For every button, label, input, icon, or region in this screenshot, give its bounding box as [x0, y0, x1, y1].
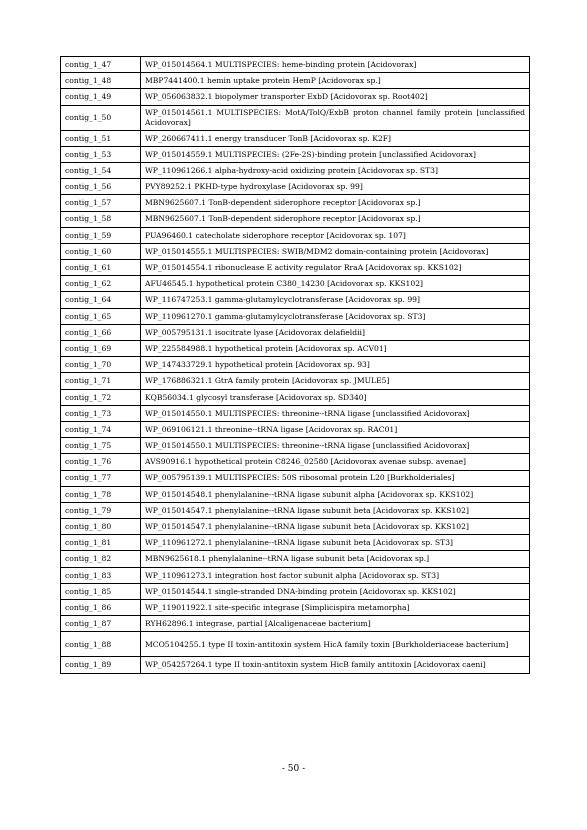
protein-description-cell: KQB56034.1 glycosyl transferase [Acidovorax sp. SD340]: [141, 389, 530, 405]
table-row: [61, 243, 530, 259]
protein-description-cell: WP_110961270.1 gamma-glutamylcyclotransferase [Acidovorax sp. ST3]: [141, 308, 530, 324]
protein-description-cell: WP_015014559.1 MULTISPECIES: (2Fe-2S)-binding protein [unclassified Acidovorax]: [141, 146, 530, 162]
protein-description-cell: WP_015014561.1 MULTISPECIES: MotA/TolQ/ExbB proton channel family protein [unclassified Acidovorax]: [141, 105, 530, 130]
contig-id-cell: contig_1_86: [61, 600, 141, 616]
table-row: [61, 616, 530, 632]
protein-description-cell: AFU46545.1 hypothetical protein C380_14230 [Acidovorax sp. KKS102]: [141, 276, 530, 292]
contig-id-cell: contig_1_54: [61, 162, 141, 178]
protein-description-cell: MBN9625607.1 TonB-dependent siderophore receptor [Acidovorax sp.]: [141, 195, 530, 211]
contig-id-cell: contig_1_65: [61, 308, 141, 324]
contig-id-cell: contig_1_58: [61, 211, 141, 227]
table-row: [61, 260, 530, 276]
contig-id-cell: contig_1_57: [61, 195, 141, 211]
protein-description-cell: WP_110961266.1 alpha-hydroxy-acid oxidizing protein [Acidovorax sp. ST3]: [141, 162, 530, 178]
protein-description-cell: MBN9625618.1 phenylalanine--tRNA ligase subunit beta [Acidovorax sp.]: [141, 551, 530, 567]
protein-description-cell: WP_005795139.1 MULTISPECIES: 50S ribosomal protein L20 [Burkholderiales]: [141, 470, 530, 486]
protein-description-cell: WP_176886321.1 GtrA family protein [Acidovorax sp. JMULE5]: [141, 373, 530, 389]
table-row: [61, 341, 530, 357]
table-row: [61, 535, 530, 551]
table-row: [61, 179, 530, 195]
contig-id-cell: contig_1_62: [61, 276, 141, 292]
table-row: [61, 389, 530, 405]
table-row: [61, 438, 530, 454]
contig-id-cell: contig_1_70: [61, 357, 141, 373]
contig-annotation-table: [60, 56, 530, 674]
table-row: [61, 276, 530, 292]
table-row: [61, 519, 530, 535]
protein-description-cell: MBP7441400.1 hemin uptake protein HemP [Acidovorax sp.]: [141, 73, 530, 89]
contig-id-cell: contig_1_48: [61, 73, 141, 89]
protein-description-cell: WP_110961273.1 integration host factor subunit alpha [Acidovorax sp. ST3]: [141, 567, 530, 583]
table-row: [61, 470, 530, 486]
protein-description-cell: WP_260667411.1 energy transducer TonB [Acidovorax sp. K2F]: [141, 130, 530, 146]
protein-description-cell: WP_005795131.1 isocitrate lyase [Acidovorax delafieldii]: [141, 324, 530, 340]
table-body: [61, 57, 530, 674]
contig-id-cell: contig_1_87: [61, 616, 141, 632]
protein-description-cell: WP_054257264.1 type II toxin-antitoxin system HicB family antitoxin [Acidovorax caeni]: [141, 657, 530, 673]
contig-id-cell: contig_1_73: [61, 405, 141, 421]
contig-id-cell: contig_1_79: [61, 502, 141, 518]
table-row: [61, 421, 530, 437]
table-row: [61, 373, 530, 389]
contig-id-cell: contig_1_47: [61, 57, 141, 73]
contig-id-cell: contig_1_77: [61, 470, 141, 486]
table-row: [61, 657, 530, 673]
table-row: [61, 502, 530, 518]
protein-description-cell: WP_015014564.1 MULTISPECIES: heme-binding protein [Acidovorax]: [141, 57, 530, 73]
protein-description-cell: MCO5104255.1 type II toxin-antitoxin system HicA family toxin [Burkholderiaceae bacterium]: [141, 632, 530, 657]
protein-description-cell: WP_056063832.1 biopolymer transporter ExbD [Acidovorax sp. Root402]: [141, 89, 530, 105]
table-row: [61, 405, 530, 421]
table-row: [61, 130, 530, 146]
table-row: [61, 195, 530, 211]
contig-id-cell: contig_1_64: [61, 292, 141, 308]
contig-id-cell: contig_1_60: [61, 243, 141, 259]
protein-description-cell: WP_015014550.1 MULTISPECIES: threonine--tRNA ligase [unclassified Acidovorax]: [141, 438, 530, 454]
table-row: [61, 583, 530, 599]
protein-description-cell: MBN9625607.1 TonB-dependent siderophore receptor [Acidovorax sp.]: [141, 211, 530, 227]
contig-id-cell: contig_1_69: [61, 341, 141, 357]
table-row: [61, 227, 530, 243]
table-row: [61, 324, 530, 340]
contig-id-cell: contig_1_49: [61, 89, 141, 105]
contig-id-cell: contig_1_50: [61, 105, 141, 130]
protein-description-cell: WP_015014554.1 ribonuclease E activity regulator RraA [Acidovorax sp. KKS102]: [141, 260, 530, 276]
contig-id-cell: contig_1_88: [61, 632, 141, 657]
contig-id-cell: contig_1_89: [61, 657, 141, 673]
protein-description-cell: WP_015014547.1 phenylalanine--tRNA ligase subunit beta [Acidovorax sp. KKS102]: [141, 502, 530, 518]
contig-id-cell: contig_1_85: [61, 583, 141, 599]
contig-id-cell: contig_1_72: [61, 389, 141, 405]
protein-description-cell: PUA96460.1 catecholate siderophore receptor [Acidovorax sp. 107]: [141, 227, 530, 243]
protein-description-cell: WP_116747253.1 gamma-glutamylcyclotransferase [Acidovorax sp. 99]: [141, 292, 530, 308]
contig-id-cell: contig_1_75: [61, 438, 141, 454]
page-number: - 50 -: [281, 764, 306, 774]
contig-id-cell: contig_1_53: [61, 146, 141, 162]
contig-id-cell: contig_1_61: [61, 260, 141, 276]
contig-id-cell: contig_1_82: [61, 551, 141, 567]
table-row: [61, 105, 530, 130]
protein-description-cell: PVY89252.1 PKHD-type hydroxylase [Acidovorax sp. 99]: [141, 179, 530, 195]
protein-description-cell: WP_147433729.1 hypothetical protein [Acidovorax sp. 93]: [141, 357, 530, 373]
contig-id-cell: contig_1_66: [61, 324, 141, 340]
table-row: [61, 600, 530, 616]
protein-description-cell: WP_015014555.1 MULTISPECIES: SWIB/MDM2 domain-containing protein [Acidovorax]: [141, 243, 530, 259]
protein-description-cell: RYH62896.1 integrase, partial [Alcaligenaceae bacterium]: [141, 616, 530, 632]
contig-id-cell: contig_1_71: [61, 373, 141, 389]
contig-id-cell: contig_1_56: [61, 179, 141, 195]
table-row: [61, 292, 530, 308]
contig-id-cell: contig_1_59: [61, 227, 141, 243]
contig-id-cell: contig_1_78: [61, 486, 141, 502]
table-row: [61, 632, 530, 657]
table-row: [61, 486, 530, 502]
protein-description-cell: WP_015014548.1 phenylalanine--tRNA ligase subunit alpha [Acidovorax sp. KKS102]: [141, 486, 530, 502]
protein-description-cell: WP_015014547.1 phenylalanine--tRNA ligase subunit beta [Acidovorax sp. KKS102]: [141, 519, 530, 535]
protein-description-cell: WP_119011922.1 site-specific integrase [Simplicispira metamorpha]: [141, 600, 530, 616]
contig-id-cell: contig_1_83: [61, 567, 141, 583]
table-row: [61, 146, 530, 162]
protein-description-cell: WP_015014550.1 MULTISPECIES: threonine--tRNA ligase [unclassified Acidovorax]: [141, 405, 530, 421]
contig-id-cell: contig_1_51: [61, 130, 141, 146]
contig-id-cell: contig_1_80: [61, 519, 141, 535]
protein-description-cell: WP_069106121.1 threonine--tRNA ligase [Acidovorax sp. RAC01]: [141, 421, 530, 437]
table-row: [61, 211, 530, 227]
table-row: [61, 567, 530, 583]
contig-id-cell: contig_1_81: [61, 535, 141, 551]
table-row: [61, 162, 530, 178]
table-row: [61, 57, 530, 73]
protein-description-cell: WP_015014544.1 single-stranded DNA-binding protein [Acidovorax sp. KKS102]: [141, 583, 530, 599]
table-row: [61, 357, 530, 373]
table-row: [61, 454, 530, 470]
table-row: [61, 551, 530, 567]
table-row: [61, 73, 530, 89]
table-row: [61, 89, 530, 105]
protein-description-cell: AVS90916.1 hypothetical protein C8246_02580 [Acidovorax avenae subsp. avenae]: [141, 454, 530, 470]
contig-id-cell: contig_1_76: [61, 454, 141, 470]
table-row: [61, 308, 530, 324]
protein-description-cell: WP_225584988.1 hypothetical protein [Acidovorax sp. ACV01]: [141, 341, 530, 357]
protein-description-cell: WP_110961272.1 phenylalanine--tRNA ligase subunit beta [Acidovorax sp. ST3]: [141, 535, 530, 551]
contig-id-cell: contig_1_74: [61, 421, 141, 437]
